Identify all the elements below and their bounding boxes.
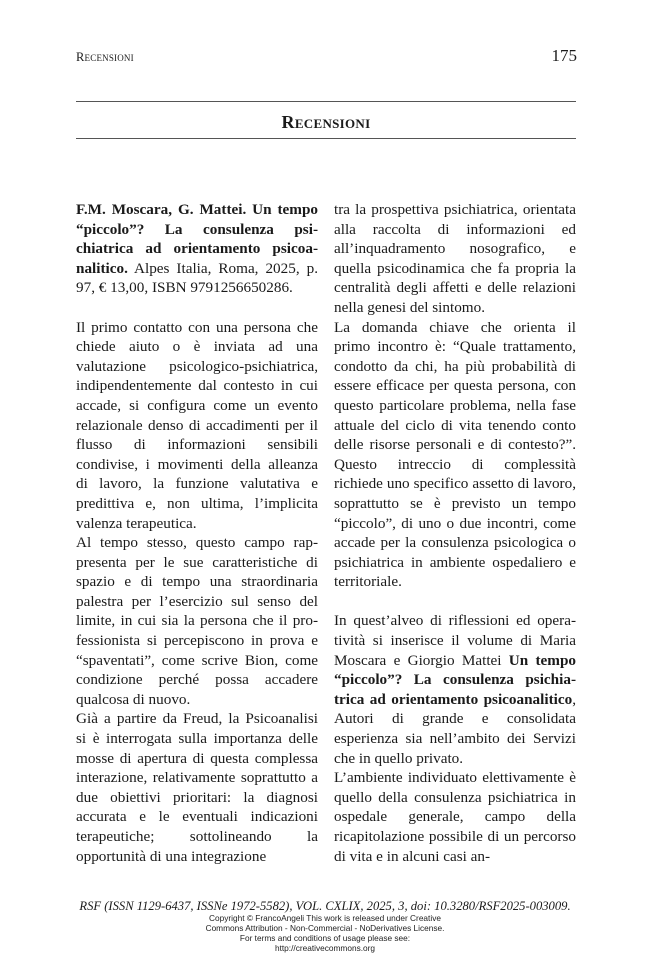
- left-column: [76, 200, 318, 866]
- journal-citation: RSF (ISSN 1129-6437, ISSNe 1972-5582), VOL. CXLIX, 2025, 3, doi: 10.3280/RSF2025-003009.: [79, 899, 571, 913]
- running-head: Recensioni: [76, 50, 134, 64]
- license-notice: [0, 913, 650, 953]
- book-title-inline: Un tempo “piccolo”? La consulenza psichiatrica ad orientamento psicoanalitico: [334, 651, 576, 708]
- license-link[interactable]: http://creativecommons.org: [274, 943, 376, 953]
- book-citation: [76, 200, 318, 298]
- license-line: Copyright © FrancoAngeli This work is released under Creative: [209, 913, 441, 923]
- right-column: [334, 200, 576, 866]
- right-paragraph-4: L’ambiente individuato elettivamente è quello della consulenza psichiatrica in ospedale generale, campo della ricapitolazione possibile di un percorso di vita e in alcuni casi an-: [334, 769, 576, 865]
- left-paragraph-1: Il primo contatto con una persona che chiede aiuto o è inviata ad una valutazione psicologico-psichiatrica, indipendentemente dal contesto in cui accade, si configura come un evento relazionale denso di accadimenti per il flusso di informazioni sensibili condivise, i movimenti della alleanza di lavoro, la funzione valutativa e predittiva e, non ultima, l’implicita valenza terapeutica.: [76, 318, 318, 532]
- right-paragraph-2: La domanda chiave che orienta il primo incontro è: “Quale trattamento, condotto da chi, ha più probabilità di essere efficace per questa persona, con questo particolare problema, nella fase attuale del ciclo di vita tenendo conto delle risorse personali e di contesto?”. Questo intreccio di complessità richiede uno specifico assetto di lavoro, soprattutto se è previsto un tempo “piccolo”, di uno o due incontri, come accade per la consulenza psicologica o psichiatrica in ambiente ospedaliero e territoriale.: [334, 318, 576, 591]
- license-line: For terms and conditions of usage please see:: [239, 933, 411, 943]
- left-paragraph-2: Al tempo stesso, questo campo rappresenta per le sue caratteristiche di spazio e di tempo una straordinaria palestra per l’esercizio sul senso del limite, in cui sia la persona che il professionista si percepiscono in prova e “spaventati”, come scrive Bion, come condizione perché possa accadere qualcosa di nuovo.: [76, 534, 318, 708]
- license-line: Commons Attribution - Non-Commercial - NoDerivatives License.: [205, 923, 445, 933]
- right-paragraph-3-pre: In quest’alveo di riflessioni ed operatività si inserisce il volume di Maria Moscara e Giorgio Mattei: [334, 612, 576, 669]
- section-rule-bottom: [76, 138, 576, 139]
- page-number: 175: [551, 46, 577, 65]
- right-paragraph-1: tra la prospettiva psichiatrica, orientata alla raccolta di informazioni ed all’inquadramento nosografico, e quella psicodinamica che fa propria la centralità degli affetti e delle relazioni nella genesi del sintomo.: [334, 201, 576, 316]
- left-paragraph-3: Già a partire da Freud, la Psicoanalisi si è interrogata sulla importanza delle mosse di apertura di questa complessa interazione, relativamente soprattutto a due obiettivi prioritari: la diagnosi accurata e le eventuali indicazioni terapeutiche; sottolineando la opportunità di una integrazione: [76, 710, 318, 865]
- right-paragraph-3: [334, 611, 576, 768]
- book-citation-bold: F.M. Moscara, G. Mattei. Un tempo “piccolo”? La consulenza psichiatrica ad orientamento psicoanalitico.: [76, 201, 318, 277]
- book-citation-details: Alpes Italia, Roma, 2025, p. 97, € 13,00, ISBN 9791256650286.: [76, 259, 318, 297]
- section-title: Recensioni: [281, 112, 371, 132]
- section-rule-top: [76, 101, 576, 102]
- right-paragraph-3-post: , Autori di grande e consolidata esperienza sia nell’ambito dei Servizi che in quello privato.: [334, 690, 576, 767]
